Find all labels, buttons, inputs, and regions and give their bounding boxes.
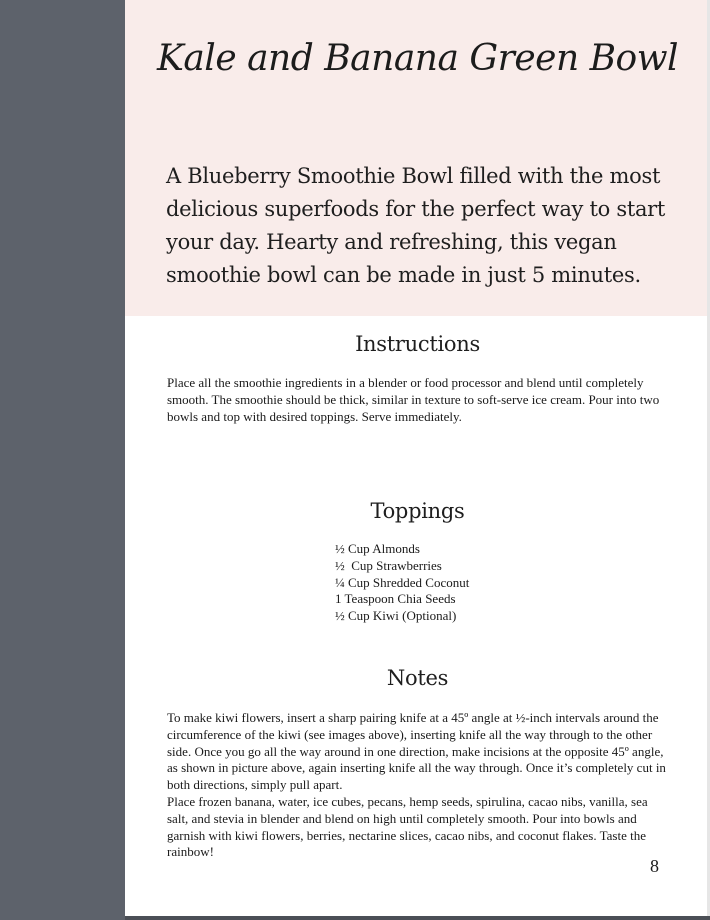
instructions-heading: Instructions (355, 332, 480, 356)
notes-text (167, 710, 672, 861)
page-bottom-border (125, 916, 710, 920)
topping-item: ¼ Cup Shredded Coconut (335, 574, 470, 590)
recipe-intro: A Blueberry Smoothie Bowl filled with the most delicious superfoods for the perfect way to start your day. Hearty and refreshing, this vegan smoothie bowl can be made in just 5 minutes. (166, 164, 666, 287)
topping-item: ½ Cup Kiwi (Optional) (335, 608, 457, 624)
topping-item: ½ Cup Strawberries (335, 557, 442, 573)
notes-paragraph: Place frozen banana, water, ice cubes, pecans, hemp seeds, spirulina, cacao nibs, vanilla, sea salt, and stevia in blender and blend on high until completely smooth. Pour into bowls and garnish with kiwi flowers, berries, nectarine slices, cacao nibs, and coconut flakes. Taste the rainbow! (167, 793, 648, 860)
left-sidebar-bar (0, 0, 125, 920)
notes-heading: Notes (386, 666, 449, 690)
page-number: 8 (650, 856, 659, 876)
toppings-heading: Toppings (370, 499, 465, 523)
instructions-text: Place all the smoothie ingredients in a blender or food processor and blend until completely smooth. The smoothie should be thick, similar in texture to soft-serve ice cream. Pour into two bowls and top with desired toppings. Serve immediately. (167, 375, 660, 424)
topping-item: 1 Teaspoon Chia Seeds (335, 591, 456, 607)
recipe-title: Kale and Banana Green Bowl (156, 38, 679, 79)
notes-paragraph: To make kiwi flowers, insert a sharp pairing knife at a 45º angle at ½-inch intervals around the circumference of the kiwi (see images above), inserting knife all the way through to the other side. Once you go all the way around in one direction, make incisions at the opposite 45º angle, as shown in picture above, again inserting knife all the way through. Once it’s completely cut in both directions, simply pull apart. (167, 710, 666, 793)
topping-item: ½ Cup Almonds (335, 541, 420, 556)
toppings-list (335, 541, 469, 625)
